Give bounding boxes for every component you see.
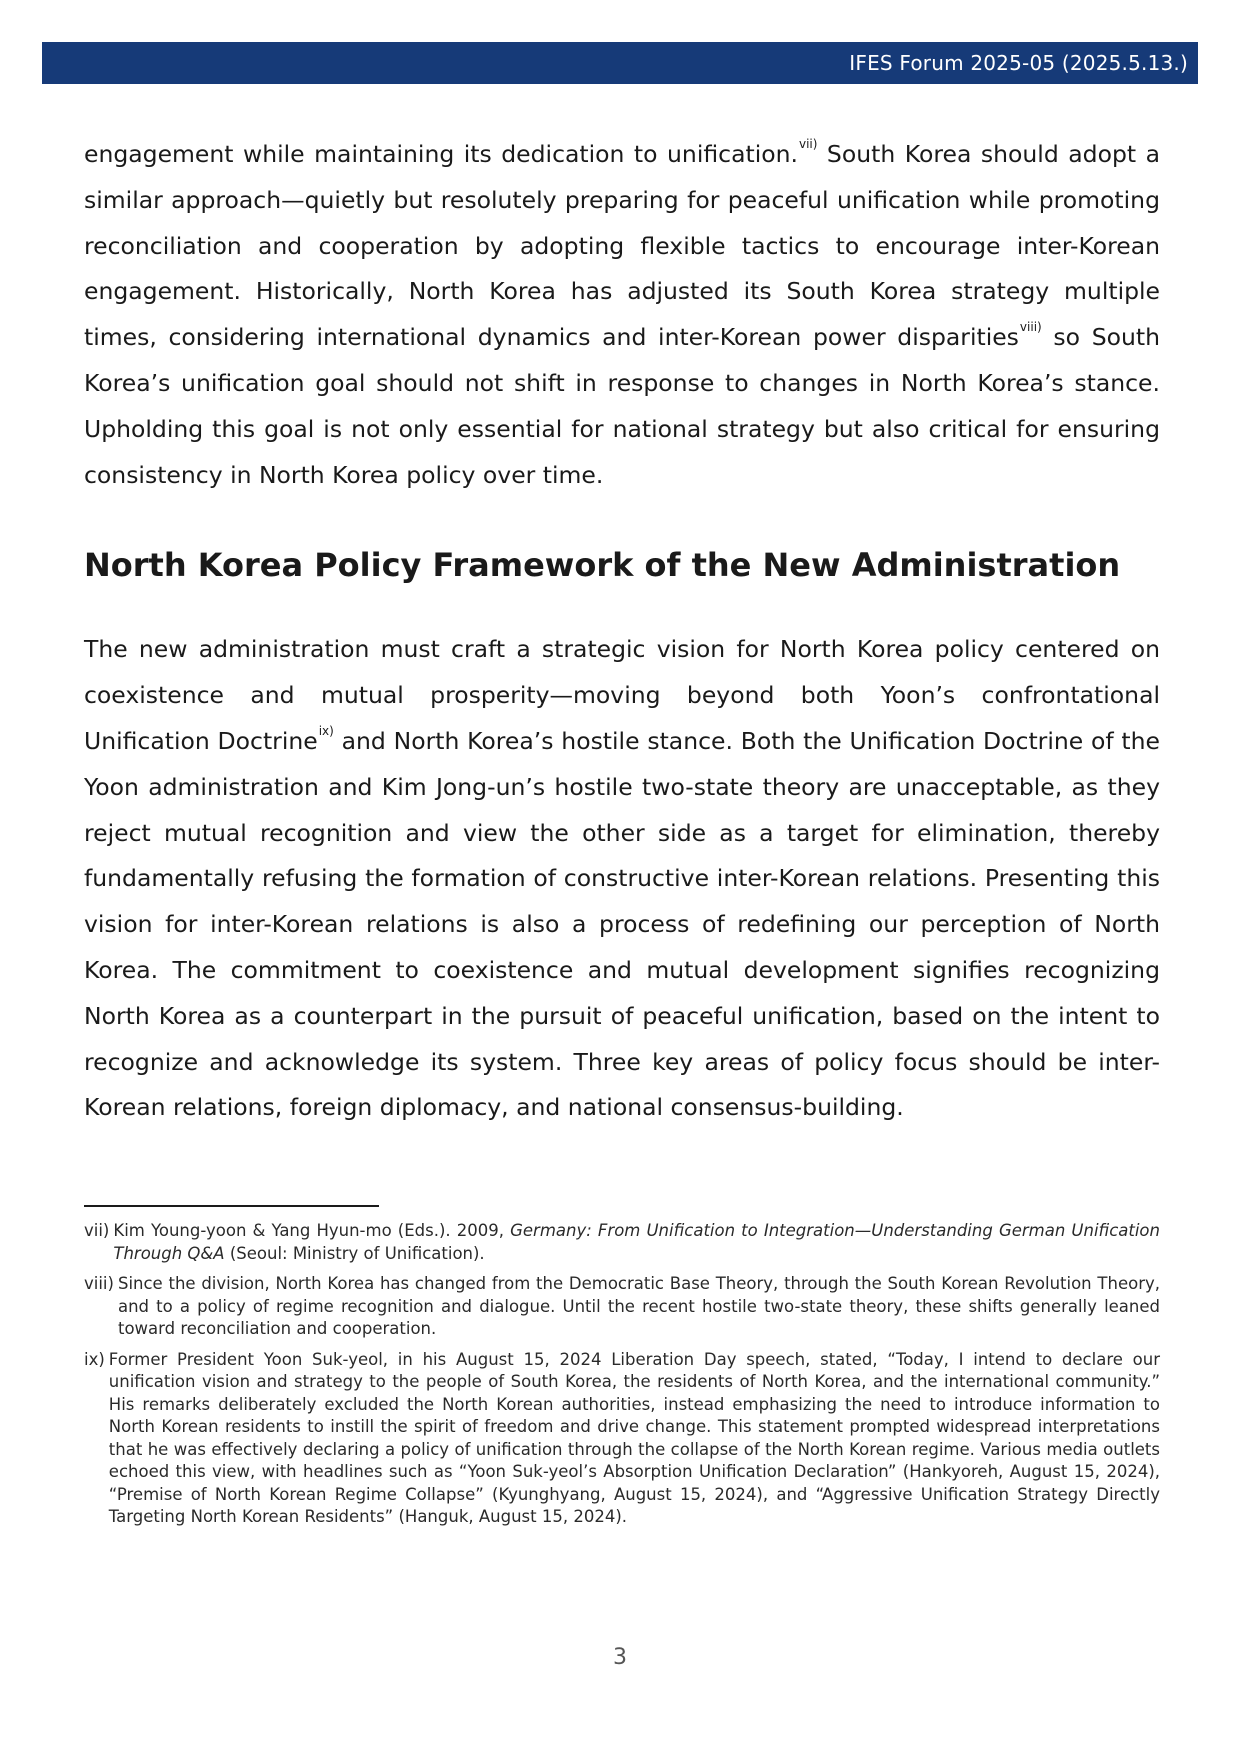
footnote-marker: vii) [84, 1221, 110, 1240]
footnote-text-part: Kim Young-yoon & Yang Hyun-mo (Eds.). 2009, [113, 1221, 511, 1240]
footnote-ix [84, 1349, 1160, 1529]
body-paragraph-1 [84, 132, 1160, 498]
footnote-text-part: (Seoul: Ministry of Unification). [224, 1243, 485, 1263]
footnotes [84, 1220, 1160, 1537]
footnote-text: Since the division, North Korea has changed from the Democratic Base Theory, through the South Korean Revolution Theory, and to a policy of regime recognition and dialogue. Until the recent hostile two-state theory, these shifts generally leaned toward reconciliation and cooperation. [117, 1274, 1160, 1338]
footnote-vii [84, 1220, 1160, 1265]
footnote-ref-viii[interactable]: viii) [1019, 320, 1042, 335]
paragraph-text: and North Korea’s hostile stance. Both the Unification Doctrine of the Yoon administration and Kim Jong-un’s hostile two-state theory are unacceptable, as they reject mutual recognition and view the other side as a target for elimination, thereby fundamentally refusing the formation of constructive inter-Korean relations. Presenting this vision for inter-Korean relations is also a process of redefining our perception of North Korea. The commitment to coexistence and mutual development signifies recognizing North Korea as a counterpart in the pursuit of peaceful unification, based on the intent to recognize and acknowledge its system. Three key areas of policy focus should be inter-Korean relations, foreign diplomacy, and national consensus-building. [84, 726, 1161, 1122]
body-paragraph-2 [84, 627, 1160, 1131]
header-bar [42, 42, 1198, 84]
footnote-divider [84, 1205, 379, 1207]
paragraph-text: so South Korea’s unification goal should not shift in response to changes in North Korea’s stance. Upholding this goal is not only essential for national strategy but also critical for ensuring consistency in North Korea policy over time. [84, 323, 1160, 489]
page-number: 3 [613, 1645, 627, 1670]
paragraph-text: The new administration must craft a strategic vision for North Korea policy centered on coexistence and mutual prosperity—moving beyond both Yoon’s confrontational Unification Doctrine [84, 635, 1160, 755]
footnote-marker: viii) [84, 1274, 114, 1293]
footnote-book-title: Germany: From Unification to Integration—Understanding German Unification Through Q&A [113, 1221, 1160, 1263]
paragraph-text: South Korea should adopt a similar approach—quietly but resolutely preparing for peaceful unification while promoting reconciliation and cooperation by adopting flexible tactics to encourage inter-Korean engagement. Historically, North Korea has adjusted its South Korea strategy multiple times, considering international dynamics and inter-Korean power disparities [84, 140, 1160, 352]
paragraph-text: engagement while maintaining its dedication to unification. [84, 140, 798, 168]
footnote-marker: ix) [84, 1349, 105, 1369]
header-title: IFES Forum 2025-05 (2025.5.13.) [849, 51, 1188, 75]
footnote-text [113, 1220, 1160, 1265]
footnote-ref-vii[interactable]: vii) [798, 137, 818, 151]
section-heading: North Korea Policy Framework of the New Administration [84, 546, 1121, 585]
main-content [84, 132, 1160, 1131]
footnote-text: Former President Yoon Suk-yeol, in his August 15, 2024 Liberation Day speech, stated, “Today, I intend to declare our unification vision and strategy to the people of South Korea, the residents of North Korea, and the international community.” His remarks deliberately excluded the North Korean authorities, instead emphasizing the need to introduce information to North Korean residents to instill the spirit of freedom and drive change. This statement prompted widespread interpretations that he was effectively declaring a policy of unification through the collapse of the North Korean regime. Various media outlets echoed this view, with headlines such as “Yoon Suk-yeol’s Absorption Unification Declaration” (Hankyoreh, August 15, 2024), “Premise of North Korean Regime Collapse” (Kyunghyang, August 15, 2024), and “Aggressive Unification Strategy Directly Targeting North Korean Residents” (Hanguk, August 15, 2024). [108, 1349, 1160, 1526]
footnote-ref-ix[interactable]: ix) [318, 723, 334, 738]
footnote-viii [84, 1273, 1160, 1341]
